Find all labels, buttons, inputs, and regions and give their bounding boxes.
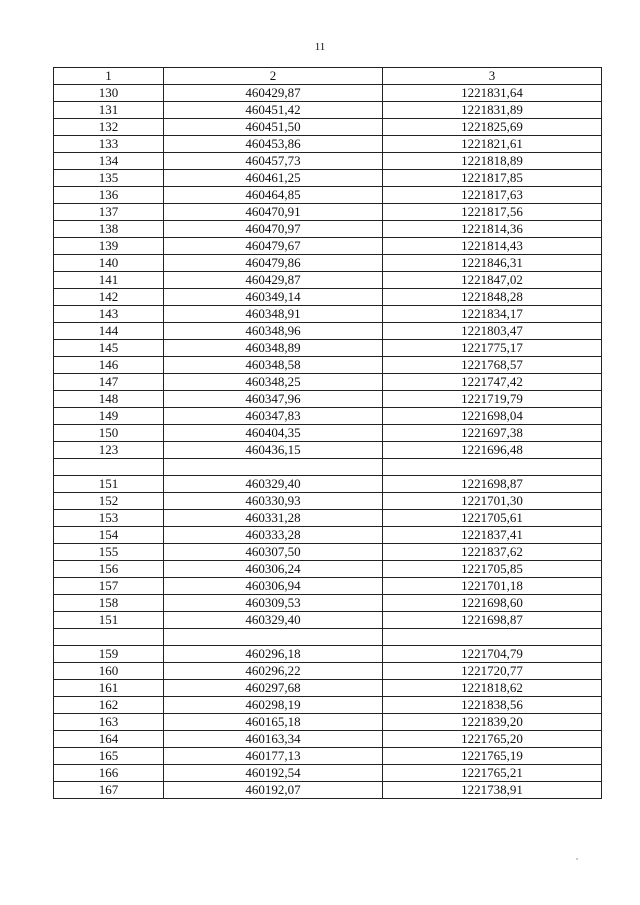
- table-row: [54, 357, 602, 374]
- point-number-cell: 130: [54, 85, 164, 102]
- table-row: [54, 663, 602, 680]
- y-coordinate-cell: 1221837,41: [383, 527, 602, 544]
- table-row: [54, 561, 602, 578]
- x-coordinate-cell: 460461,25: [164, 170, 383, 187]
- table-row: [54, 340, 602, 357]
- point-number-cell: 146: [54, 357, 164, 374]
- y-coordinate-cell: 1221848,28: [383, 289, 602, 306]
- table-row: [54, 493, 602, 510]
- table-row: [54, 731, 602, 748]
- table-row: [54, 306, 602, 323]
- table-row: [54, 544, 602, 561]
- point-number-cell: 148: [54, 391, 164, 408]
- point-number-cell: 159: [54, 646, 164, 663]
- table-row: [54, 153, 602, 170]
- x-coordinate-cell: 460349,14: [164, 289, 383, 306]
- point-number-cell: 147: [54, 374, 164, 391]
- point-number-cell: 138: [54, 221, 164, 238]
- point-number-cell: 134: [54, 153, 164, 170]
- x-coordinate-cell: 460348,58: [164, 357, 383, 374]
- point-number-cell: 152: [54, 493, 164, 510]
- x-coordinate-cell: 460329,40: [164, 476, 383, 493]
- table-row: [54, 408, 602, 425]
- y-coordinate-cell: 1221821,61: [383, 136, 602, 153]
- point-number-cell: 163: [54, 714, 164, 731]
- point-number-cell: 157: [54, 578, 164, 595]
- y-coordinate-cell: 1221838,56: [383, 697, 602, 714]
- y-coordinate-cell: 1221765,19: [383, 748, 602, 765]
- point-number-cell: [54, 459, 164, 476]
- table-row: [54, 425, 602, 442]
- x-coordinate-cell: 460165,18: [164, 714, 383, 731]
- table-row: [54, 323, 602, 340]
- x-coordinate-cell: 460347,83: [164, 408, 383, 425]
- x-coordinate-cell: 460429,87: [164, 85, 383, 102]
- table-blank-row: [54, 459, 602, 476]
- x-coordinate-cell: [164, 459, 383, 476]
- y-coordinate-cell: 1221831,64: [383, 85, 602, 102]
- y-coordinate-cell: 1221698,87: [383, 476, 602, 493]
- y-coordinate-cell: 1221837,62: [383, 544, 602, 561]
- table-row: [54, 204, 602, 221]
- y-coordinate-cell: 1221698,60: [383, 595, 602, 612]
- y-coordinate-cell: 1221738,91: [383, 782, 602, 799]
- point-number-cell: 160: [54, 663, 164, 680]
- y-coordinate-cell: 1221701,18: [383, 578, 602, 595]
- x-coordinate-cell: 460177,13: [164, 748, 383, 765]
- point-number-cell: 132: [54, 119, 164, 136]
- y-coordinate-cell: 1221814,43: [383, 238, 602, 255]
- x-coordinate-cell: 460436,15: [164, 442, 383, 459]
- table-row: [54, 374, 602, 391]
- table-blank-row: [54, 629, 602, 646]
- y-coordinate-cell: 1221775,17: [383, 340, 602, 357]
- point-number-cell: 144: [54, 323, 164, 340]
- point-number-cell: 161: [54, 680, 164, 697]
- x-coordinate-cell: 460163,34: [164, 731, 383, 748]
- x-coordinate-cell: [164, 629, 383, 646]
- y-coordinate-cell: 1221747,42: [383, 374, 602, 391]
- x-coordinate-cell: 460470,97: [164, 221, 383, 238]
- y-coordinate-cell: 1221698,87: [383, 612, 602, 629]
- x-coordinate-cell: 460453,86: [164, 136, 383, 153]
- y-coordinate-cell: 1221720,77: [383, 663, 602, 680]
- x-coordinate-cell: 460333,28: [164, 527, 383, 544]
- point-number-cell: 123: [54, 442, 164, 459]
- y-coordinate-cell: 1221847,02: [383, 272, 602, 289]
- point-number-cell: 166: [54, 765, 164, 782]
- x-coordinate-cell: 460296,22: [164, 663, 383, 680]
- point-number-cell: 133: [54, 136, 164, 153]
- x-coordinate-cell: 460347,96: [164, 391, 383, 408]
- y-coordinate-cell: 1221705,85: [383, 561, 602, 578]
- point-number-cell: 145: [54, 340, 164, 357]
- x-coordinate-cell: 460296,18: [164, 646, 383, 663]
- y-coordinate-cell: 1221765,21: [383, 765, 602, 782]
- x-coordinate-cell: 460457,73: [164, 153, 383, 170]
- point-number-cell: 151: [54, 612, 164, 629]
- table-row: [54, 748, 602, 765]
- x-coordinate-cell: 460348,91: [164, 306, 383, 323]
- coordinates-table-body: [54, 68, 602, 799]
- x-coordinate-cell: 460451,42: [164, 102, 383, 119]
- table-row: [54, 765, 602, 782]
- x-coordinate-cell: 460348,96: [164, 323, 383, 340]
- y-coordinate-cell: 1221704,79: [383, 646, 602, 663]
- table-header-row: [54, 68, 602, 85]
- x-coordinate-cell: 460451,50: [164, 119, 383, 136]
- point-number-cell: 149: [54, 408, 164, 425]
- y-coordinate-cell: 1221765,20: [383, 731, 602, 748]
- y-coordinate-cell: 1221831,89: [383, 102, 602, 119]
- y-coordinate-cell: 1221814,36: [383, 221, 602, 238]
- x-coordinate-cell: 460307,50: [164, 544, 383, 561]
- x-coordinate-cell: 460330,93: [164, 493, 383, 510]
- table-row: [54, 476, 602, 493]
- table-row: [54, 510, 602, 527]
- x-coordinate-cell: 460464,85: [164, 187, 383, 204]
- table-row: [54, 714, 602, 731]
- table-row: [54, 527, 602, 544]
- x-coordinate-cell: 460429,87: [164, 272, 383, 289]
- table-row: [54, 289, 602, 306]
- y-coordinate-cell: 1221817,85: [383, 170, 602, 187]
- y-coordinate-cell: 1221701,30: [383, 493, 602, 510]
- x-coordinate-cell: 460297,68: [164, 680, 383, 697]
- x-coordinate-cell: 460404,35: [164, 425, 383, 442]
- point-number-cell: 135: [54, 170, 164, 187]
- x-coordinate-cell: 460329,40: [164, 612, 383, 629]
- table-row: [54, 102, 602, 119]
- point-number-cell: 137: [54, 204, 164, 221]
- point-number-cell: 153: [54, 510, 164, 527]
- point-number-cell: 156: [54, 561, 164, 578]
- table-row: [54, 238, 602, 255]
- y-coordinate-cell: 1221818,89: [383, 153, 602, 170]
- y-coordinate-cell: 1221719,79: [383, 391, 602, 408]
- page-number: 11: [314, 41, 326, 53]
- x-coordinate-cell: 460298,19: [164, 697, 383, 714]
- x-coordinate-cell: 460192,07: [164, 782, 383, 799]
- table-row: [54, 187, 602, 204]
- y-coordinate-cell: 1221698,04: [383, 408, 602, 425]
- table-row: [54, 612, 602, 629]
- y-coordinate-cell: [383, 629, 602, 646]
- table-row: [54, 697, 602, 714]
- point-number-cell: 150: [54, 425, 164, 442]
- y-coordinate-cell: 1221825,69: [383, 119, 602, 136]
- table-row: [54, 221, 602, 238]
- header-cell-2: 2: [164, 68, 383, 85]
- y-coordinate-cell: 1221696,48: [383, 442, 602, 459]
- table-row: [54, 170, 602, 187]
- x-coordinate-cell: 460348,25: [164, 374, 383, 391]
- x-coordinate-cell: 460309,53: [164, 595, 383, 612]
- point-number-cell: 143: [54, 306, 164, 323]
- header-cell-3: 3: [383, 68, 602, 85]
- y-coordinate-cell: 1221803,47: [383, 323, 602, 340]
- point-number-cell: [54, 629, 164, 646]
- x-coordinate-cell: 460306,24: [164, 561, 383, 578]
- x-coordinate-cell: 460306,94: [164, 578, 383, 595]
- scan-speck: [576, 858, 578, 860]
- table-row: [54, 680, 602, 697]
- table-row: [54, 595, 602, 612]
- x-coordinate-cell: 460479,86: [164, 255, 383, 272]
- y-coordinate-cell: [383, 459, 602, 476]
- table-row: [54, 782, 602, 799]
- point-number-cell: 131: [54, 102, 164, 119]
- table-row: [54, 442, 602, 459]
- table-row: [54, 646, 602, 663]
- y-coordinate-cell: 1221768,57: [383, 357, 602, 374]
- coordinates-table: [53, 67, 602, 799]
- point-number-cell: 167: [54, 782, 164, 799]
- y-coordinate-cell: 1221705,61: [383, 510, 602, 527]
- point-number-cell: 151: [54, 476, 164, 493]
- table-row: [54, 136, 602, 153]
- table-row: [54, 85, 602, 102]
- table-row: [54, 578, 602, 595]
- y-coordinate-cell: 1221839,20: [383, 714, 602, 731]
- point-number-cell: 164: [54, 731, 164, 748]
- y-coordinate-cell: 1221834,17: [383, 306, 602, 323]
- table-row: [54, 272, 602, 289]
- point-number-cell: 165: [54, 748, 164, 765]
- point-number-cell: 158: [54, 595, 164, 612]
- table-row: [54, 391, 602, 408]
- table-row: [54, 119, 602, 136]
- table-row: [54, 255, 602, 272]
- header-cell-1: 1: [54, 68, 164, 85]
- point-number-cell: 154: [54, 527, 164, 544]
- point-number-cell: 155: [54, 544, 164, 561]
- point-number-cell: 136: [54, 187, 164, 204]
- y-coordinate-cell: 1221846,31: [383, 255, 602, 272]
- y-coordinate-cell: 1221817,63: [383, 187, 602, 204]
- point-number-cell: 141: [54, 272, 164, 289]
- point-number-cell: 139: [54, 238, 164, 255]
- point-number-cell: 142: [54, 289, 164, 306]
- y-coordinate-cell: 1221818,62: [383, 680, 602, 697]
- x-coordinate-cell: 460479,67: [164, 238, 383, 255]
- x-coordinate-cell: 460348,89: [164, 340, 383, 357]
- x-coordinate-cell: 460331,28: [164, 510, 383, 527]
- point-number-cell: 162: [54, 697, 164, 714]
- x-coordinate-cell: 460192,54: [164, 765, 383, 782]
- y-coordinate-cell: 1221697,38: [383, 425, 602, 442]
- x-coordinate-cell: 460470,91: [164, 204, 383, 221]
- point-number-cell: 140: [54, 255, 164, 272]
- y-coordinate-cell: 1221817,56: [383, 204, 602, 221]
